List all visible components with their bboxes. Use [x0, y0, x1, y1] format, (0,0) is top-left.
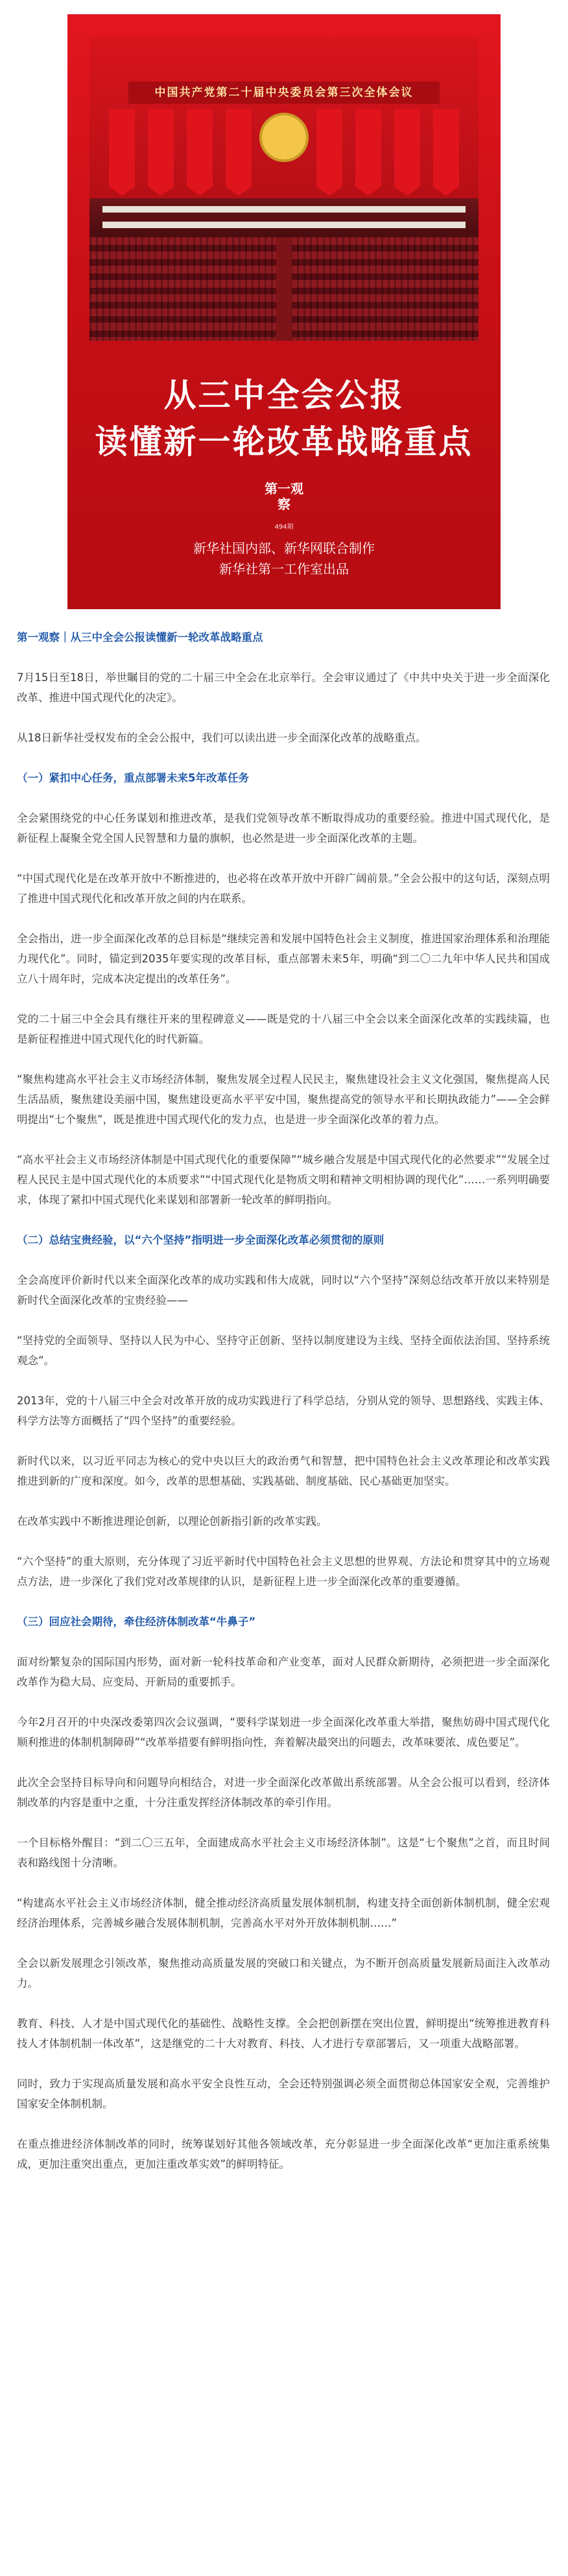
paragraph: 教育、科技、人才是中国式现代化的基础性、战略性支撑。全会把创新摆在突出位置，鲜明提出“统筹推进教育科技人才体制机制一体改革”，这是继党的二十大对教育、科技、人才进行专章部署后，又一项重大战略部署。: [17, 2017, 550, 2050]
red-flag-icon: [148, 109, 174, 187]
red-flag-icon: [187, 109, 213, 187]
poster-credit-line-2: 新华社第一工作室出品: [219, 561, 349, 577]
issue-number: 494期: [274, 524, 294, 531]
paragraph: 全会紧围绕党的中心任务谋划和推进改革，是我们党领导改革不断取得成功的重要经验。推进中国式现代化，是新征程上凝聚全党全国人民智慧和力量的旗帜，也必然是进一步全面深化改革的主题。: [17, 812, 550, 844]
paragraph: 党的二十届三中全会具有继往开来的里程碑意义——既是党的十八届三中全会以来全面深化改革的实践续篇，也是新征程推进中国式现代化的时代新篇。: [17, 1013, 550, 1045]
paragraph: 在改革实践中不断推进理论创新，以理论创新指引新的改革实践。: [17, 1515, 327, 1527]
paragraph: 新时代以来，以习近平同志为核心的党中央以巨大的政治勇气和智慧，把中国特色社会主义改革理论和改革实践推进到新的广度和深度。如今，改革的思想基础、实践基础、制度基础、民心基础更加坚实。: [17, 1455, 550, 1487]
red-flag-icon: [109, 109, 135, 187]
section-heading-1: （一）紧扣中心任务，重点部署未来5年改革任务: [17, 772, 249, 784]
rostrum-table: [102, 222, 466, 228]
paragraph: 全会指出，进一步全面深化改革的总目标是“继续完善和发展中国特色社会主义制度，推进国家治理体系和治理能力现代化”。同时，锚定到2035年要实现的改革目标，重点部署未来5年，明确“到二〇二九年中华人民共和国成立八十周年时，完成本决定提出的改革任务”。: [17, 933, 550, 985]
paragraph: “中国式现代化是在改革开放中不断推进的，也必将在改革开放中开辟广阔前景。”全会公报中的这句话，深刻点明了推进中国式现代化和改革开放之间的内在联系。: [17, 872, 550, 905]
paragraph: 全会高度评价新时代以来全面深化改革的成功实践和伟大成就，同时以“六个坚持”深刻总结改革开放以来特别是新时代全面深化改革的宝贵经验——: [17, 1274, 550, 1306]
paragraph: “坚持党的全面领导、坚持以人民为中心、坚持守正创新、坚持以制度建设为主线、坚持全面依法治国、坚持系统观念”。: [17, 1334, 550, 1367]
plenary-session-photo: [89, 36, 479, 341]
hero-poster: [67, 14, 501, 609]
paragraph: “高水平社会主义市场经济体制是中国式现代化的重要保障”“城乡融合发展是中国式现代化的必然要求”“发展全过程人民民主是中国式现代化的本质要求”“中国式现代化是物质文明和精神文明相协调的现代化”……一系列明确要求，体现了紧扣中国式现代化来谋划和部署新一轮改革的鲜明指向。: [17, 1154, 550, 1206]
poster-title-line-1: 从三中全会公报: [163, 376, 405, 414]
poster-title-line-2: 读懂新一轮改革战略重点: [95, 423, 473, 461]
paragraph: 7月15日至18日，举世瞩目的党的二十届三中全会在北京举行。全会审议通过了《中共中央关于进一步全面深化改革、推进中国式现代化的决定》。: [17, 671, 550, 704]
section-heading-3: （三）回应社会期待，牵住经济体制改革“牛鼻子”: [17, 1616, 256, 1628]
rostrum-table: [102, 206, 466, 213]
first-observation-logo: [262, 481, 306, 522]
paragraph: 同时，致力于实现高质量发展和高水平安全良性互动，全会还特别强调必须全面贯彻总体国家安全观，完善维护国家安全体制机制。: [17, 2078, 550, 2110]
paragraph: 今年2月召开的中央深改委第四次会议强调，“要科学谋划进一步全面深化改革重大举措，聚焦妨碍中国式现代化顺利推进的体制机制障碍”“改革举措要有鲜明指向性，奔着解决最突出的问题去，改革味要浓、成色要足”。: [17, 1716, 550, 1748]
party-emblem-icon: [259, 113, 309, 162]
center-aisle: [276, 237, 292, 341]
paragraph: “六个坚持”的重大原则，充分体现了习近平新时代中国特色社会主义思想的世界观、方法论和贯穿其中的立场观点方法，进一步深化了我们党对改革规律的认识，是新征程上进一步全面深化改革的重要遵循。: [17, 1555, 550, 1588]
paragraph: 一个目标格外醒目：“到二〇三五年，全面建成高水平社会主义市场经济体制”。这是“七个聚焦”之首，而且时间表和路线图十分清晰。: [17, 1837, 550, 1869]
section-heading-2: （二）总结宝贵经验，以“六个坚持”指明进一步全面深化改革必须贯彻的原则: [17, 1234, 385, 1246]
paragraph: 从18日新华社受权发布的全会公报中，我们可以读出进一步全面深化改革的战略重点。: [17, 732, 427, 744]
paragraph: 全会以新发展理念引领改革，聚焦推动高质量发展的突破口和关键点，为不断开创高质量发展新局面注入改革动力。: [17, 1957, 550, 1990]
paragraph: 面对纷繁复杂的国际国内形势，面对新一轮科技革命和产业变革，面对人民群众新期待，必须把进一步全面深化改革作为稳大局、应变局、开新局的重要抓手。: [17, 1656, 550, 1688]
paragraph: 2013年，党的十八届三中全会对改革开放的成功实践进行了科学总结，分别从党的领导、思想路线、实践主体、科学方法等方面概括了“四个坚持”的重要经验。: [17, 1395, 550, 1427]
red-flag-icon: [316, 109, 342, 187]
poster-credit-line-1: 新华社国内部、新华网联合制作: [193, 540, 375, 556]
red-flag-icon: [226, 109, 252, 187]
paragraph: 在重点推进经济体制改革的同时，统筹谋划好其他各领域改革，充分彰显进一步全面深化改革“更加注重系统集成，更加注重突出重点，更加注重改革实效”的鲜明特征。: [17, 2138, 550, 2170]
paragraph: 此次全会坚持目标导向和问题导向相结合，对进一步全面深化改革做出系统部署。从全会公报可以看到，经济体制改革的内容是重中之重，十分注重发挥经济体制改革的牵引作用。: [17, 1776, 550, 1809]
red-flag-icon: [433, 109, 459, 187]
article-body: [17, 627, 550, 2194]
stage-banner: 中国共产党第二十届中央委员会第三次全体会议: [128, 82, 440, 104]
red-flag-icon: [394, 109, 420, 187]
paragraph: “聚焦构建高水平社会主义市场经济体制，聚焦发展全过程人民民主，聚焦建设社会主义文化强国，聚焦提高人民生活品质，聚焦建设美丽中国，聚焦建设更高水平平安中国，聚焦提高党的领导水平和长期执政能力”——全会鲜明提出“七个聚焦”，既是推进中国式现代化的发力点，也是进一步全面深化改革的着力点。: [17, 1073, 550, 1126]
rostrum: [89, 198, 479, 237]
article-title: 第一观察｜从三中全会公报读懂新一轮改革战略重点: [17, 631, 263, 644]
paragraph: “构建高水平社会主义市场经济体制，健全推动经济高质量发展体制机制，构建支持全面创新体制机制，健全宏观经济治理体系，完善城乡融合发展体制机制，完善高水平对外开放体制机制……”: [17, 1897, 550, 1929]
logo-text: 第一观察: [265, 481, 303, 512]
red-flag-icon: [355, 109, 381, 187]
